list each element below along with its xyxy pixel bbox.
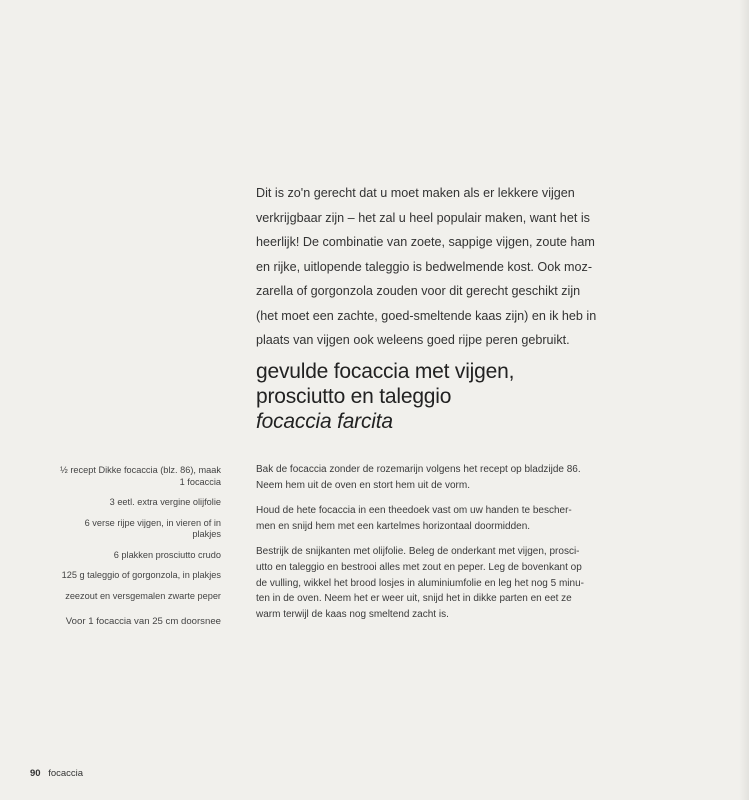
method-steps <box>256 462 636 632</box>
method-step <box>256 544 636 622</box>
ingredient-item <box>40 570 221 582</box>
ingredient-item <box>40 550 221 562</box>
page-footer <box>30 768 83 779</box>
recipe-yield: Voor 1 focaccia van 25 cm doorsnee <box>65 616 221 627</box>
ingredient-line: 1 focaccia <box>179 476 221 487</box>
recipe-subtitle: focaccia farcita <box>256 410 393 433</box>
page-gutter-shadow <box>739 0 749 800</box>
intro-line: Dit is zo'n gerecht dat u moet maken als er lekkere vijgen <box>256 186 575 200</box>
ingredient-line: ½ recept Dikke focaccia (blz. 86), maak <box>60 465 221 475</box>
method-line: ten in de oven. Neem het er weer uit, snijd het in dikke parten en eet ze <box>256 593 572 605</box>
ingredients-list <box>40 465 221 627</box>
recipe-title-line: gevulde focaccia met vijgen, <box>256 360 515 383</box>
intro-line: heerlijk! De combinatie van zoete, sappige vijgen, zoute ham <box>256 235 595 249</box>
intro-line: plaats van vijgen ook weleens goed rijpe peren gebruikt. <box>256 333 570 347</box>
intro-line: zarella of gorgonzola zouden voor dit gerecht geschikt zijn <box>256 284 581 298</box>
method-step <box>256 503 636 534</box>
ingredient-line: zeezout en versgemalen zwarte peper <box>65 590 221 601</box>
ingredient-line: plakjes <box>192 529 221 539</box>
method-line: Neem hem uit de oven en stort hem uit de vorm. <box>256 479 470 491</box>
ingredient-item <box>40 518 221 541</box>
method-step <box>256 462 636 493</box>
method-line: utto en taleggio en bestrooi alles met zout en peper. Leg de bovenkant op <box>256 561 582 573</box>
ingredient-line: 3 eetl. extra vergine olijfolie <box>109 497 221 507</box>
method-line: men en snijd hem met een kartelmes horizontaal doormidden. <box>256 520 531 532</box>
intro-paragraph <box>256 181 636 353</box>
section-name: focaccia <box>48 768 84 779</box>
page-number: 90 <box>30 768 41 779</box>
recipe-title-line: prosciutto en taleggio <box>256 385 452 408</box>
method-line: Bak de focaccia zonder de rozemarijn volgens het recept op bladzijde 86. <box>256 464 581 475</box>
ingredient-line: 125 g taleggio of gorgonzola, in plakjes <box>61 570 221 580</box>
method-line: Houd de hete focaccia in een theedoek vast om uw handen te bescher- <box>256 505 572 517</box>
recipe-title <box>256 359 676 434</box>
method-line: de vulling, wikkel het brood losjes in aluminiumfolie en leg het nog 5 minu- <box>256 577 584 589</box>
ingredient-item <box>40 465 221 488</box>
ingredient-item <box>40 591 221 603</box>
method-line: Bestrijk de snijkanten met olijfolie. Beleg de onderkant met vijgen, prosci- <box>256 546 580 558</box>
ingredient-item <box>40 497 221 509</box>
ingredient-line: 6 plakken prosciutto crudo <box>113 549 221 560</box>
intro-line: (het moet een zachte, goed-smeltende kaas zijn) en ik heb in <box>256 308 597 323</box>
method-line: warm terwijl de kaas nog smeltend zacht is. <box>256 608 449 620</box>
intro-line: verkrijgbaar zijn – het zal u heel populair maken, want het is <box>256 210 590 225</box>
intro-line: en rijke, uitlopende taleggio is bedwelmende kost. Ook moz- <box>256 259 593 274</box>
ingredient-line: 6 verse rijpe vijgen, in vieren of in <box>84 517 221 528</box>
